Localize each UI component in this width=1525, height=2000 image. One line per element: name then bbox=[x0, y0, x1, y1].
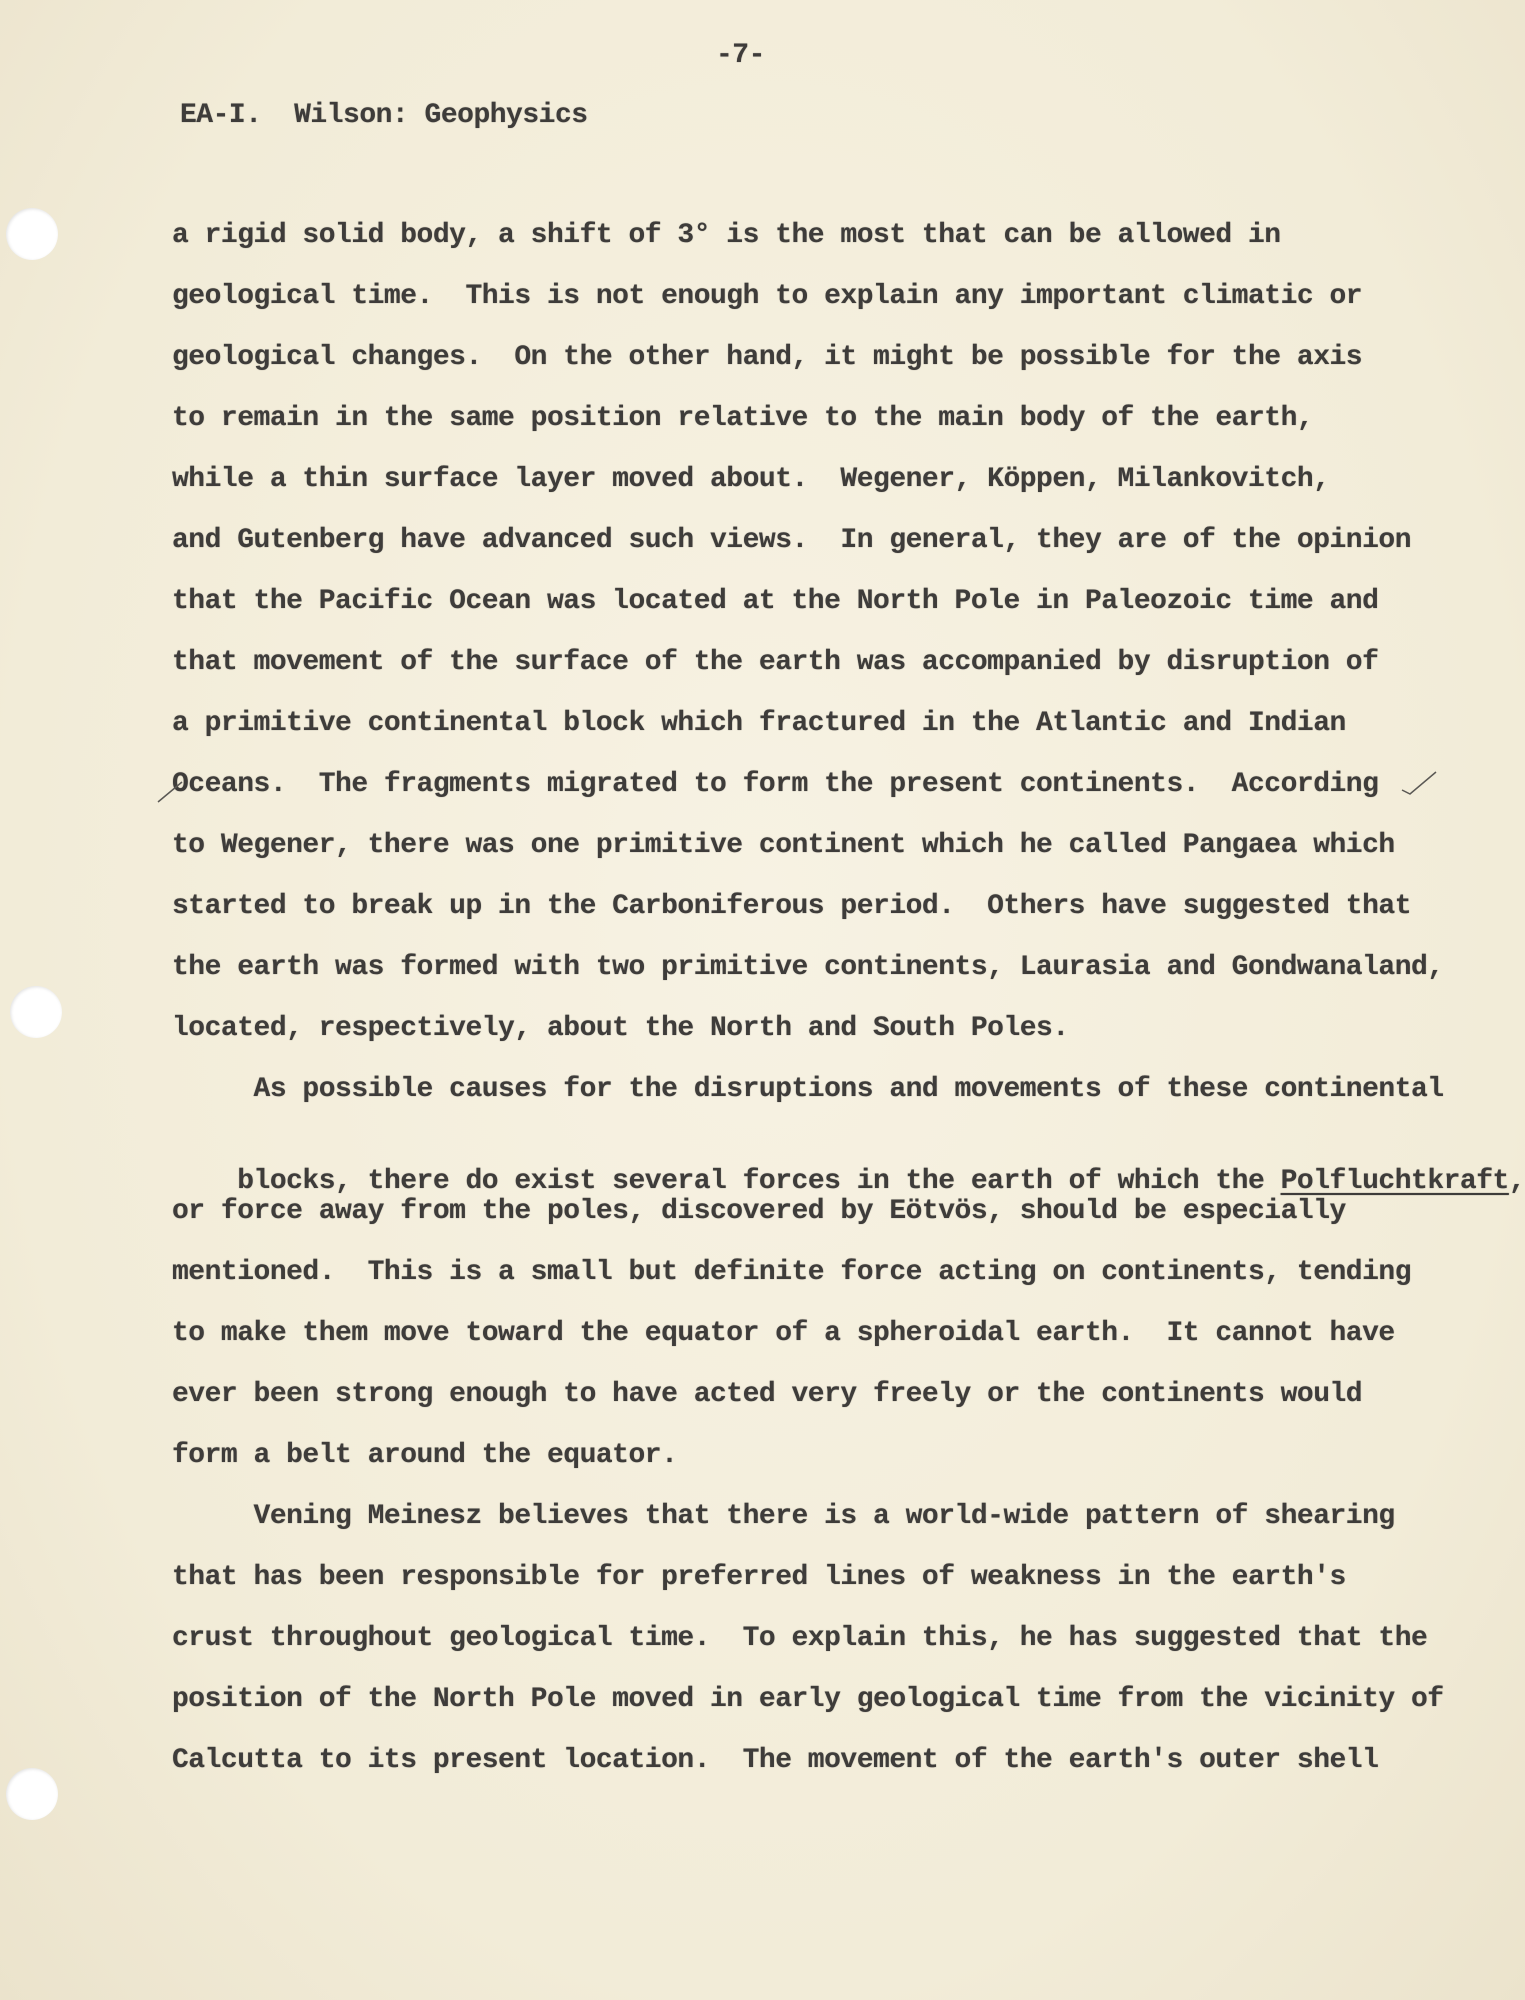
body-line: to remain in the same position relative to the main body of the earth, bbox=[172, 403, 1314, 434]
body-line: that movement of the surface of the earth was accompanied by disruption of bbox=[172, 647, 1379, 678]
body-line: that has been responsible for preferred lines of weakness in the earth's bbox=[172, 1562, 1346, 1593]
body-line: the earth was formed with two primitive continents, Laurasia and Gondwanaland, bbox=[172, 952, 1444, 983]
body-line: form a belt around the equator. bbox=[172, 1440, 678, 1471]
pencil-tick-mark-left bbox=[156, 776, 186, 806]
body-line: crust throughout geological time. To explain this, he has suggested that the bbox=[172, 1623, 1428, 1654]
body-line: or force away from the poles, discovered by Eötvös, should be especially bbox=[172, 1196, 1346, 1227]
punch-hole-bottom bbox=[6, 1768, 58, 1820]
underlined-term: Polfluchtkraft bbox=[1280, 1166, 1509, 1197]
punch-hole-top bbox=[6, 208, 58, 260]
body-line: Calcutta to its present location. The movement of the earth's outer shell bbox=[172, 1745, 1379, 1776]
body-line: to make them move toward the equator of a spheroidal earth. It cannot have bbox=[172, 1318, 1395, 1349]
document-header: EA-I. Wilson: Geophysics bbox=[180, 100, 588, 131]
body-line: located, respectively, about the North and South Poles. bbox=[172, 1013, 1069, 1044]
body-line: ever been strong enough to have acted very freely or the continents would bbox=[172, 1379, 1363, 1410]
body-line: a rigid solid body, a shift of 3° is the most that can be allowed in bbox=[172, 220, 1281, 251]
body-line: position of the North Pole moved in early geological time from the vicinity of bbox=[172, 1684, 1444, 1715]
body-line: a primitive continental block which fractured in the Atlantic and Indian bbox=[172, 708, 1346, 739]
underlined-term-punctuation: , bbox=[1508, 1166, 1525, 1197]
body-line-text: blocks, there do exist several forces in the earth of which the bbox=[237, 1166, 1281, 1197]
body-line: that the Pacific Ocean was located at the North Pole in Paleozoic time and bbox=[172, 586, 1379, 617]
body-line: to Wegener, there was one primitive continent which he called Pangaea which bbox=[172, 830, 1395, 861]
body-line: and Gutenberg have advanced such views. In general, they are of the opinion bbox=[172, 525, 1412, 556]
body-line: started to break up in the Carboniferous period. Others have suggested that bbox=[172, 891, 1412, 922]
body-line: Oceans. The fragments migrated to form the present continents. According bbox=[172, 769, 1379, 800]
body-line: while a thin surface layer moved about. Wegener, Köppen, Milankovitch, bbox=[172, 464, 1330, 495]
body-line: geological changes. On the other hand, it might be possible for the axis bbox=[172, 342, 1363, 373]
page-number: -7- bbox=[716, 40, 765, 71]
body-line: geological time. This is not enough to explain any important climatic or bbox=[172, 281, 1363, 312]
pencil-check-mark-right bbox=[1400, 768, 1440, 798]
body-line: As possible causes for the disruptions and movements of these continental bbox=[172, 1074, 1444, 1105]
punch-hole-middle bbox=[10, 986, 62, 1038]
body-line: Vening Meinesz believes that there is a world-wide pattern of shearing bbox=[172, 1501, 1395, 1532]
body-line: mentioned. This is a small but definite force acting on continents, tending bbox=[172, 1257, 1412, 1288]
